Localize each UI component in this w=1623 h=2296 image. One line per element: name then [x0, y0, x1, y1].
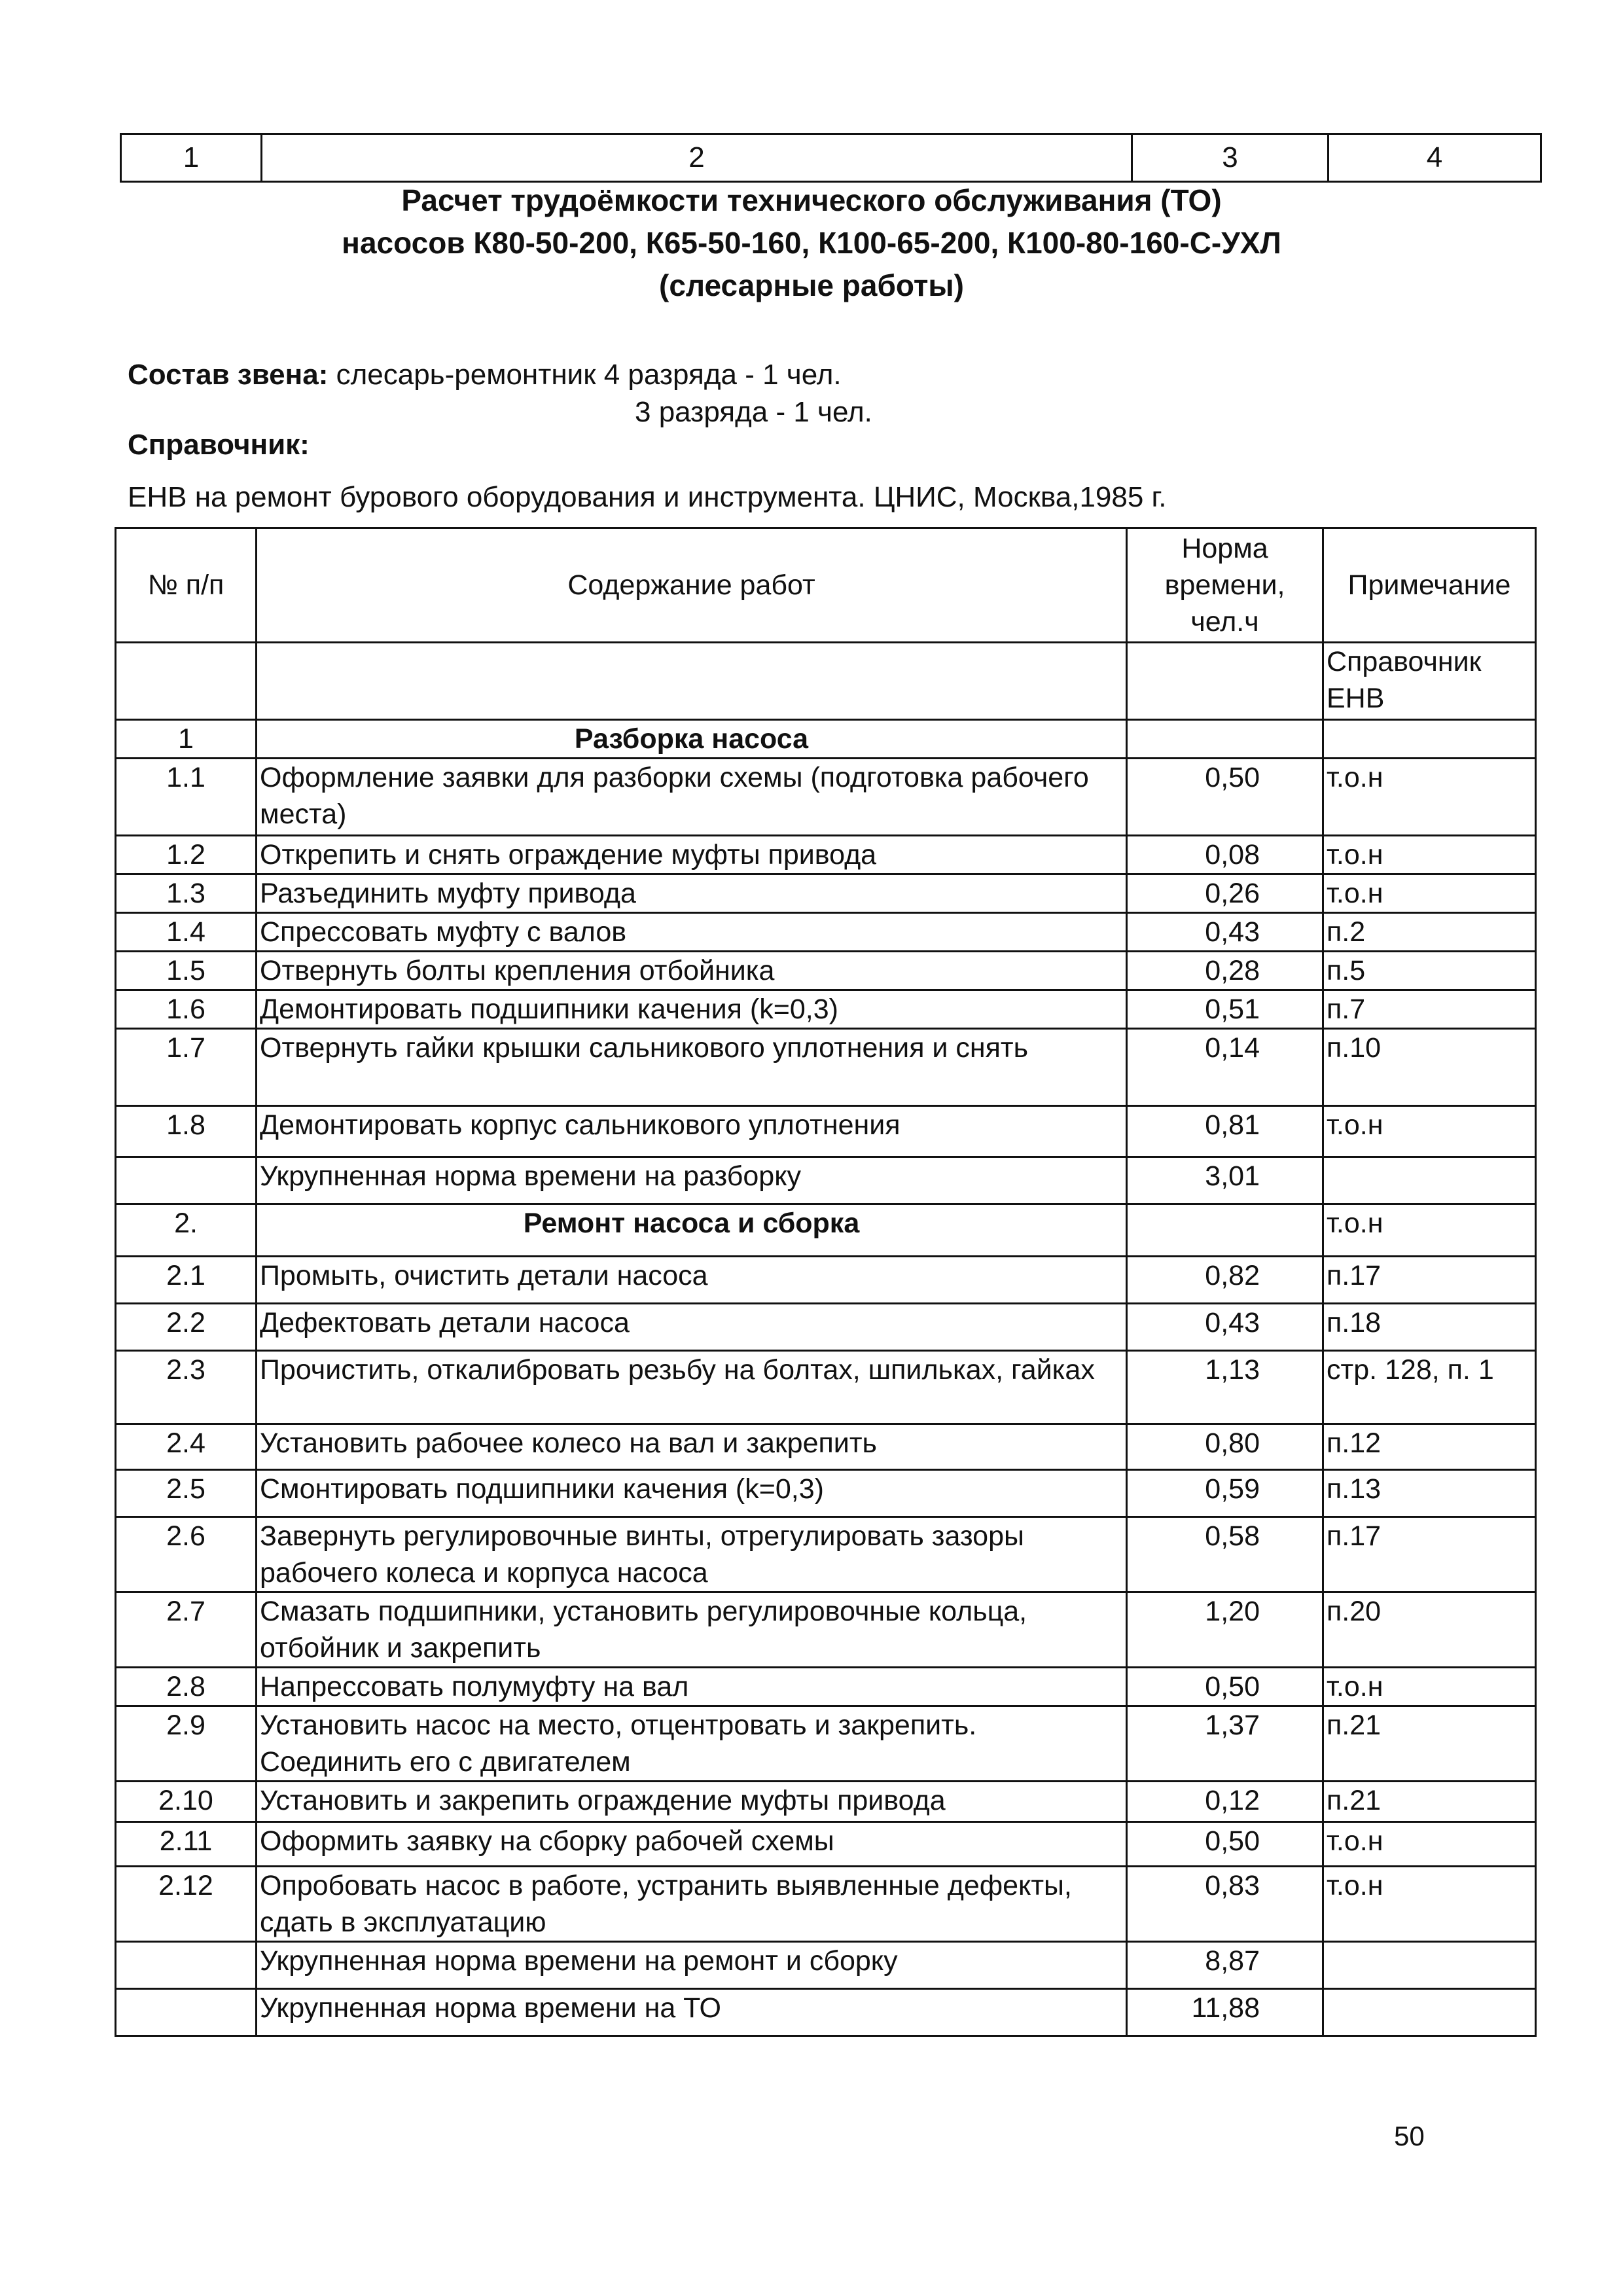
table-row: [116, 1106, 1536, 1157]
row-content: Установить насос на место, отцентровать и закрепить. Соединить его с двигателем: [257, 1706, 1127, 1782]
reference-label: Справочник:: [128, 429, 310, 461]
row-number: 2.8: [116, 1668, 257, 1706]
row-norm: 0,82: [1127, 1257, 1323, 1304]
row-number: 2.5: [116, 1470, 257, 1517]
row-note: п.13: [1323, 1470, 1536, 1517]
page-number: 50: [1394, 2121, 1425, 2151]
row-number: 2.1: [116, 1257, 257, 1304]
row-note: т.о.н: [1323, 1668, 1536, 1706]
row-norm: 0,26: [1127, 874, 1323, 913]
table-row: [116, 1706, 1536, 1782]
row-norm: 0,83: [1127, 1867, 1323, 1942]
row-content: Разъединить муфту привода: [257, 874, 1127, 913]
row-content: Укрупненная норма времени на ремонт и сборку: [257, 1942, 1127, 1989]
row-norm: 1,13: [1127, 1351, 1323, 1424]
crew-line-2: 3 разряда - 1 чел.: [635, 396, 872, 428]
row-number: 1.5: [116, 952, 257, 990]
row-content: Опробовать насос в работе, устранить выявленные дефекты, сдать в эксплуатацию: [257, 1867, 1127, 1942]
row-number: 1.6: [116, 990, 257, 1029]
table-row: [116, 952, 1536, 990]
row-norm: 0,43: [1127, 913, 1323, 952]
row-content: Дефектовать детали насоса: [257, 1304, 1127, 1351]
table-row: [116, 1942, 1536, 1989]
row-note: п.10: [1323, 1029, 1536, 1106]
row-content: Отвернуть болты крепления отбойника: [257, 952, 1127, 990]
table-row: [116, 1351, 1536, 1424]
row-note: т.о.н: [1323, 836, 1536, 874]
row-content: Укрупненная норма времени на ТО: [257, 1989, 1127, 2036]
row-note: т.о.н: [1323, 1106, 1536, 1157]
column-number-header: [120, 133, 1542, 183]
row-norm: 0,14: [1127, 1029, 1323, 1106]
row-number: 1.2: [116, 836, 257, 874]
row-number: [116, 1942, 257, 1989]
table-row: [116, 1029, 1536, 1106]
document-title-line-1: Расчет трудоёмкости технического обслуживания (ТО): [401, 183, 1222, 217]
row-number: 1.1: [116, 759, 257, 836]
column-number: 4: [1329, 134, 1541, 182]
row-number: 2.12: [116, 1867, 257, 1942]
row-norm: 0,50: [1127, 759, 1323, 836]
table-row: [116, 1782, 1536, 1822]
row-content: Открепить и снять ограждение муфты привода: [257, 836, 1127, 874]
row-note: п.17: [1323, 1517, 1536, 1592]
row-norm: 0,43: [1127, 1304, 1323, 1351]
row-note: п.2: [1323, 913, 1536, 952]
row-norm: 0,59: [1127, 1470, 1323, 1517]
row-content: Оформить заявку на сборку рабочей схемы: [257, 1822, 1127, 1867]
row-note: т.о.н: [1323, 1204, 1536, 1257]
table-row: [116, 990, 1536, 1029]
table-row: [116, 1424, 1536, 1470]
subheader-empty: [116, 643, 257, 720]
row-number: 2.9: [116, 1706, 257, 1782]
row-note: п.20: [1323, 1592, 1536, 1668]
row-note: п.17: [1323, 1257, 1536, 1304]
row-note: т.о.н: [1323, 874, 1536, 913]
row-norm: [1127, 1204, 1323, 1257]
header-note: Примечание: [1323, 528, 1536, 643]
column-number: 1: [121, 134, 262, 182]
row-note: [1323, 1157, 1536, 1204]
row-note: стр. 128, п. 1: [1323, 1351, 1536, 1424]
row-number: 1.4: [116, 913, 257, 952]
column-number: 3: [1132, 134, 1329, 182]
row-content: Напрессовать полумуфту на вал: [257, 1668, 1127, 1706]
row-note: п.5: [1323, 952, 1536, 990]
subheader-note: Справочник ЕНВ: [1323, 643, 1536, 720]
row-note: [1323, 1942, 1536, 1989]
row-norm: 1,20: [1127, 1592, 1323, 1668]
row-number: 2.7: [116, 1592, 257, 1668]
row-norm: [1127, 720, 1323, 759]
row-note: т.о.н: [1323, 759, 1536, 836]
table-row: [116, 874, 1536, 913]
row-note: п.7: [1323, 990, 1536, 1029]
table-row: [116, 1470, 1536, 1517]
row-content: Укрупненная норма времени на разборку: [257, 1157, 1127, 1204]
row-number: 2.11: [116, 1822, 257, 1867]
table-row: [116, 1668, 1536, 1706]
row-content: Установить и закрепить ограждение муфты привода: [257, 1782, 1127, 1822]
row-note: п.12: [1323, 1424, 1536, 1470]
row-content: Спрессовать муфту с валов: [257, 913, 1127, 952]
row-norm: 0,80: [1127, 1424, 1323, 1470]
table-row: [116, 913, 1536, 952]
table-row: [116, 1822, 1536, 1867]
labor-table: [115, 527, 1537, 2037]
row-content: Оформление заявки для разборки схемы (подготовка рабочего места): [257, 759, 1127, 836]
document-title-line-2: насосов К80-50-200, К65-50-160, К100-65-200, К100-80-160-С-УХЛ: [342, 226, 1281, 260]
row-number: 1.7: [116, 1029, 257, 1106]
row-norm: 0,81: [1127, 1106, 1323, 1157]
row-norm: 0,51: [1127, 990, 1323, 1029]
row-norm: 0,58: [1127, 1517, 1323, 1592]
row-content: Промыть, очистить детали насоса: [257, 1257, 1127, 1304]
row-number: 2.3: [116, 1351, 257, 1424]
table-row: [116, 1204, 1536, 1257]
row-norm: 0,12: [1127, 1782, 1323, 1822]
crew-line-1: слесарь-ремонтник 4 разряда - 1 чел.: [328, 359, 842, 391]
header-content: Содержание работ: [257, 528, 1127, 643]
table-row: [116, 1989, 1536, 2036]
row-norm: 0,50: [1127, 1822, 1323, 1867]
table-row: [116, 1157, 1536, 1204]
row-norm: 0,28: [1127, 952, 1323, 990]
table-row: [116, 1257, 1536, 1304]
header-norm: Норма времени, чел.ч: [1127, 528, 1323, 643]
table-body: [116, 720, 1536, 2036]
row-content: Ремонт насоса и сборка: [257, 1204, 1127, 1257]
row-content: Демонтировать подшипники качения (k=0,3): [257, 990, 1127, 1029]
row-note: т.о.н: [1323, 1822, 1536, 1867]
row-note: п.18: [1323, 1304, 1536, 1351]
table-row: [116, 1867, 1536, 1942]
crew-composition: [128, 359, 842, 391]
row-content: Разборка насоса: [257, 720, 1127, 759]
row-norm: 0,08: [1127, 836, 1323, 874]
row-number: 1.3: [116, 874, 257, 913]
row-norm: 3,01: [1127, 1157, 1323, 1204]
row-note: п.21: [1323, 1706, 1536, 1782]
row-number: [116, 1989, 257, 2036]
table-row: [116, 836, 1536, 874]
column-number: 2: [262, 134, 1132, 182]
row-content: Смонтировать подшипники качения (k=0,3): [257, 1470, 1127, 1517]
row-content: Демонтировать корпус сальникового уплотнения: [257, 1106, 1127, 1157]
row-content: Завернуть регулировочные винты, отрегулировать зазоры рабочего колеса и корпуса насоса: [257, 1517, 1127, 1592]
row-number: 1: [116, 720, 257, 759]
row-content: Прочистить, откалибровать резьбу на болтах, шпильках, гайках: [257, 1351, 1127, 1424]
row-number: 2.: [116, 1204, 257, 1257]
reference-text: ЕНВ на ремонт бурового оборудования и инструмента. ЦНИС, Москва,1985 г.: [128, 481, 1167, 513]
row-number: 2.6: [116, 1517, 257, 1592]
table-row: [116, 1517, 1536, 1592]
header-num: № п/п: [116, 528, 257, 643]
row-number: 2.2: [116, 1304, 257, 1351]
table-row: [116, 720, 1536, 759]
table-row: [116, 1304, 1536, 1351]
row-number: 2.4: [116, 1424, 257, 1470]
row-note: [1323, 720, 1536, 759]
row-note: т.о.н: [1323, 1867, 1536, 1942]
table-row: [116, 759, 1536, 836]
table-row: [116, 1592, 1536, 1668]
row-norm: 0,50: [1127, 1668, 1323, 1706]
row-norm: 8,87: [1127, 1942, 1323, 1989]
row-content: Отвернуть гайки крышки сальникового уплотнения и снять: [257, 1029, 1127, 1106]
row-number: 1.8: [116, 1106, 257, 1157]
row-norm: 1,37: [1127, 1706, 1323, 1782]
row-norm: 11,88: [1127, 1989, 1323, 2036]
crew-label: Состав звена:: [128, 359, 329, 391]
row-note: [1323, 1989, 1536, 2036]
document-title-line-3: (слесарные работы): [659, 268, 964, 302]
row-note: п.21: [1323, 1782, 1536, 1822]
row-number: [116, 1157, 257, 1204]
subheader-empty: [1127, 643, 1323, 720]
row-content: Смазать подшипники, установить регулировочные кольца, отбойник и закрепить: [257, 1592, 1127, 1668]
row-content: Установить рабочее колесо на вал и закрепить: [257, 1424, 1127, 1470]
row-number: 2.10: [116, 1782, 257, 1822]
subheader-empty: [257, 643, 1127, 720]
